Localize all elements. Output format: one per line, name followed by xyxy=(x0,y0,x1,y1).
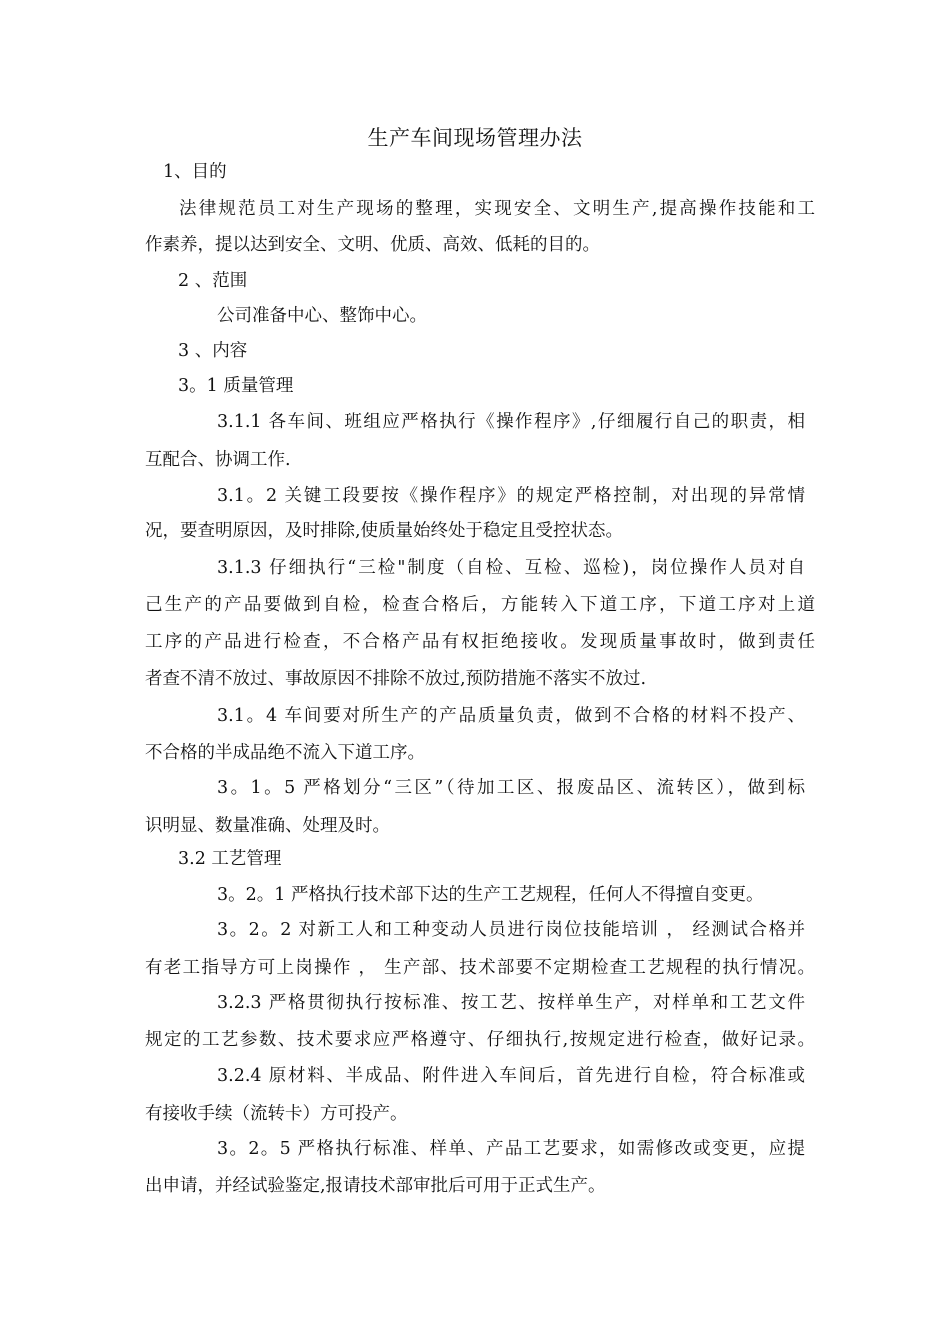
subsection-heading-quality: 3。1 质量管理 xyxy=(178,376,294,396)
section-heading-purpose: 1、目的 xyxy=(163,162,227,182)
paragraph-line: 3.1.3 仔细执行“三检"制度（自检、互检、巡检)，岗位操作人员对自 xyxy=(217,558,805,578)
paragraph-line: 3.1。4 车间要对所生产的产品质量负责，做到不合格的材料不投产、 xyxy=(217,706,805,726)
paragraph-line: 3.1.1 各车间、班组应严格执行《操作程序》,仔细履行自己的职责，相 xyxy=(217,412,805,432)
paragraph-line: 3。2。1 严格执行技术部下达的生产工艺规程，任何人不得擅自变更。 xyxy=(217,885,764,905)
paragraph-line: 规定的工艺参数、技术要求应严格遵守、仔细执行,按规定进行检查，做好记录。 xyxy=(145,1030,815,1050)
paragraph-line: 3.2.3 严格贯彻执行按标准、按工艺、按样单生产，对样单和工艺文件 xyxy=(217,993,805,1013)
paragraph-line: 有接收手续（流转卡）方可投产。 xyxy=(145,1104,408,1124)
section-heading-scope: 2 、范围 xyxy=(178,271,248,291)
paragraph-line: 法律规范员工对生产现场的整理，实现安全、文明生产,提高操作技能和工 xyxy=(179,199,815,219)
paragraph-line: 者查不清不放过、事故原因不排除不放过,预防措施不落实不放过. xyxy=(145,669,647,689)
paragraph-line: 不合格的半成品绝不流入下道工序。 xyxy=(145,743,425,763)
subsection-heading-process: 3.2 工艺管理 xyxy=(178,849,282,869)
paragraph-line: 3。1。5 严格划分“三区”（待加工区、报废品区、流转区），做到标 xyxy=(217,778,805,798)
paragraph-line: 识明显、数量准确、处理及时。 xyxy=(145,816,390,836)
paragraph-line: 3.2.4 原材料、半成品、附件进入车间后，首先进行自检，符合标准或 xyxy=(217,1066,805,1086)
paragraph-line: 己生产的产品要做到自检，检查合格后，方能转入下道工序，下道工序对上道 xyxy=(145,595,815,615)
paragraph-line: 作素养，提以达到安全、文明、优质、高效、低耗的目的。 xyxy=(145,235,600,255)
paragraph-line: 出申请，并经试验鉴定,报请技术部审批后可用于正式生产。 xyxy=(145,1176,606,1196)
paragraph-line: 3。2。2 对新工人和工种变动人员进行岗位技能培训 ， 经测试合格并 xyxy=(217,920,805,940)
paragraph-line: 有老工指导方可上岗操作 ， 生产部、技术部要不定期检查工艺规程的执行情况。 xyxy=(145,958,815,978)
paragraph-line: 况，要查明原因，及时排除,使质量始终处于稳定且受控状态。 xyxy=(145,521,624,541)
paragraph-line: 工序的产品进行检查，不合格产品有权拒绝接收。发现质量事故时，做到责任 xyxy=(145,632,815,652)
document-title: 生产车间现场管理办法 xyxy=(367,126,583,150)
section-heading-content: 3 、内容 xyxy=(178,341,248,361)
paragraph-line: 3。2。5 严格执行标准、样单、产品工艺要求，如需修改或变更，应提 xyxy=(217,1139,805,1159)
paragraph-line: 3.1。2 关键工段要按《操作程序》的规定严格控制，对出现的异常情 xyxy=(217,486,805,506)
paragraph-line: 互配合、协调工作. xyxy=(145,450,291,470)
paragraph-line: 公司准备中心、整饰中心。 xyxy=(217,306,427,326)
